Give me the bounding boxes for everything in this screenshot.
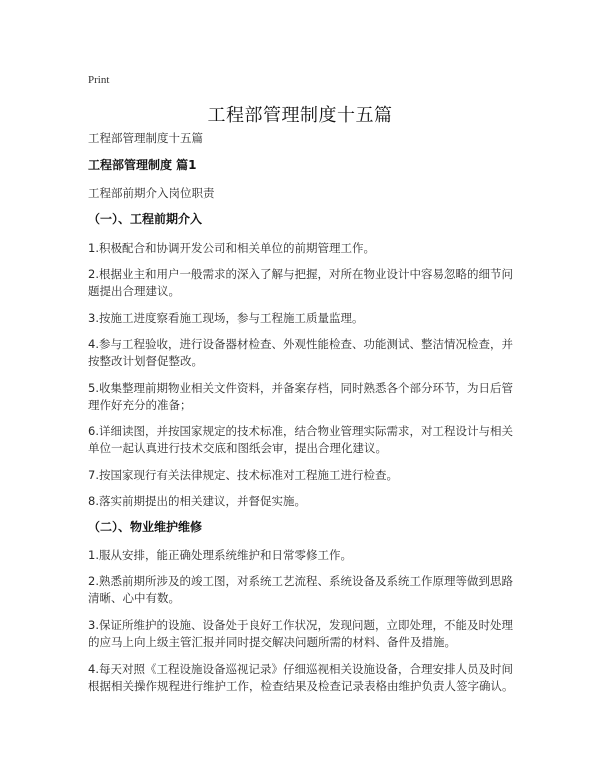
list-item: 5.收集整理前期物业相关文件资料，并备案存档，同时熟悉各个部分环节，为日后管理作好充分的准备； <box>88 381 513 412</box>
list-item: 2.根据业主和用户一般需求的深入了解与把握，对所在物业设计中容易忽略的细节问题提出合理建议。 <box>88 267 513 298</box>
list-item: 8.落实前期提出的相关建议，并督促实施。 <box>88 494 306 508</box>
print-label: Print <box>88 74 110 86</box>
document-subtitle: 工程部管理制度十五篇 <box>88 131 203 145</box>
list-item: 6.详细读图，并按国家规定的技术标准，结合物业管理实际需求，对工程设计与相关单位一起认真进行技术交底和图纸会审，提出合理化建议。 <box>88 424 513 455</box>
list-item: 7.按国家现行有关法律规定、技术标准对工程施工进行检查。 <box>88 468 398 482</box>
list-item: 1.积极配合和协调开发公司和相关单位的前期管理工作。 <box>88 241 375 255</box>
list-item: 3.按施工进度察看施工现场，参与工程施工质量监理。 <box>88 311 364 325</box>
document-title: 工程部管理制度十五篇 <box>207 105 393 126</box>
list-item: 1.服从安排，能正确处理系统维护和日常零修工作。 <box>88 548 352 562</box>
section-heading: （二）、物业维护维修 <box>88 520 203 534</box>
intro-paragraph: 工程部前期介入岗位职责 <box>88 186 215 200</box>
list-item: 3.保证所维护的设施、设备处于良好工作状况，发现问题，立即处理，不能及时处理的应马上向上级主管汇报并同时提交解决问题所需的材料、备件及措施。 <box>88 618 513 649</box>
chapter-heading: 工程部管理制度 篇1 <box>88 158 197 172</box>
list-item: 4.参与工程验收，进行设备器材检查、外观性能检查、功能测试、整洁情况检查，并按整改计划督促整改。 <box>88 337 513 368</box>
list-item: 2.熟悉前期所涉及的竣工图，对系统工艺流程、系统设备及系统工作原理等做到思路清晰、心中有数。 <box>88 574 513 605</box>
section-heading: （一）、工程前期介入 <box>88 212 203 226</box>
list-item: 4.每天对照《工程设施设备巡视记录》仔细巡视相关设施设备，合理安排人员及时间根据相关操作规程进行维护工作，检查结果及检查记录表格由维护负责人签字确认。 <box>88 662 514 693</box>
